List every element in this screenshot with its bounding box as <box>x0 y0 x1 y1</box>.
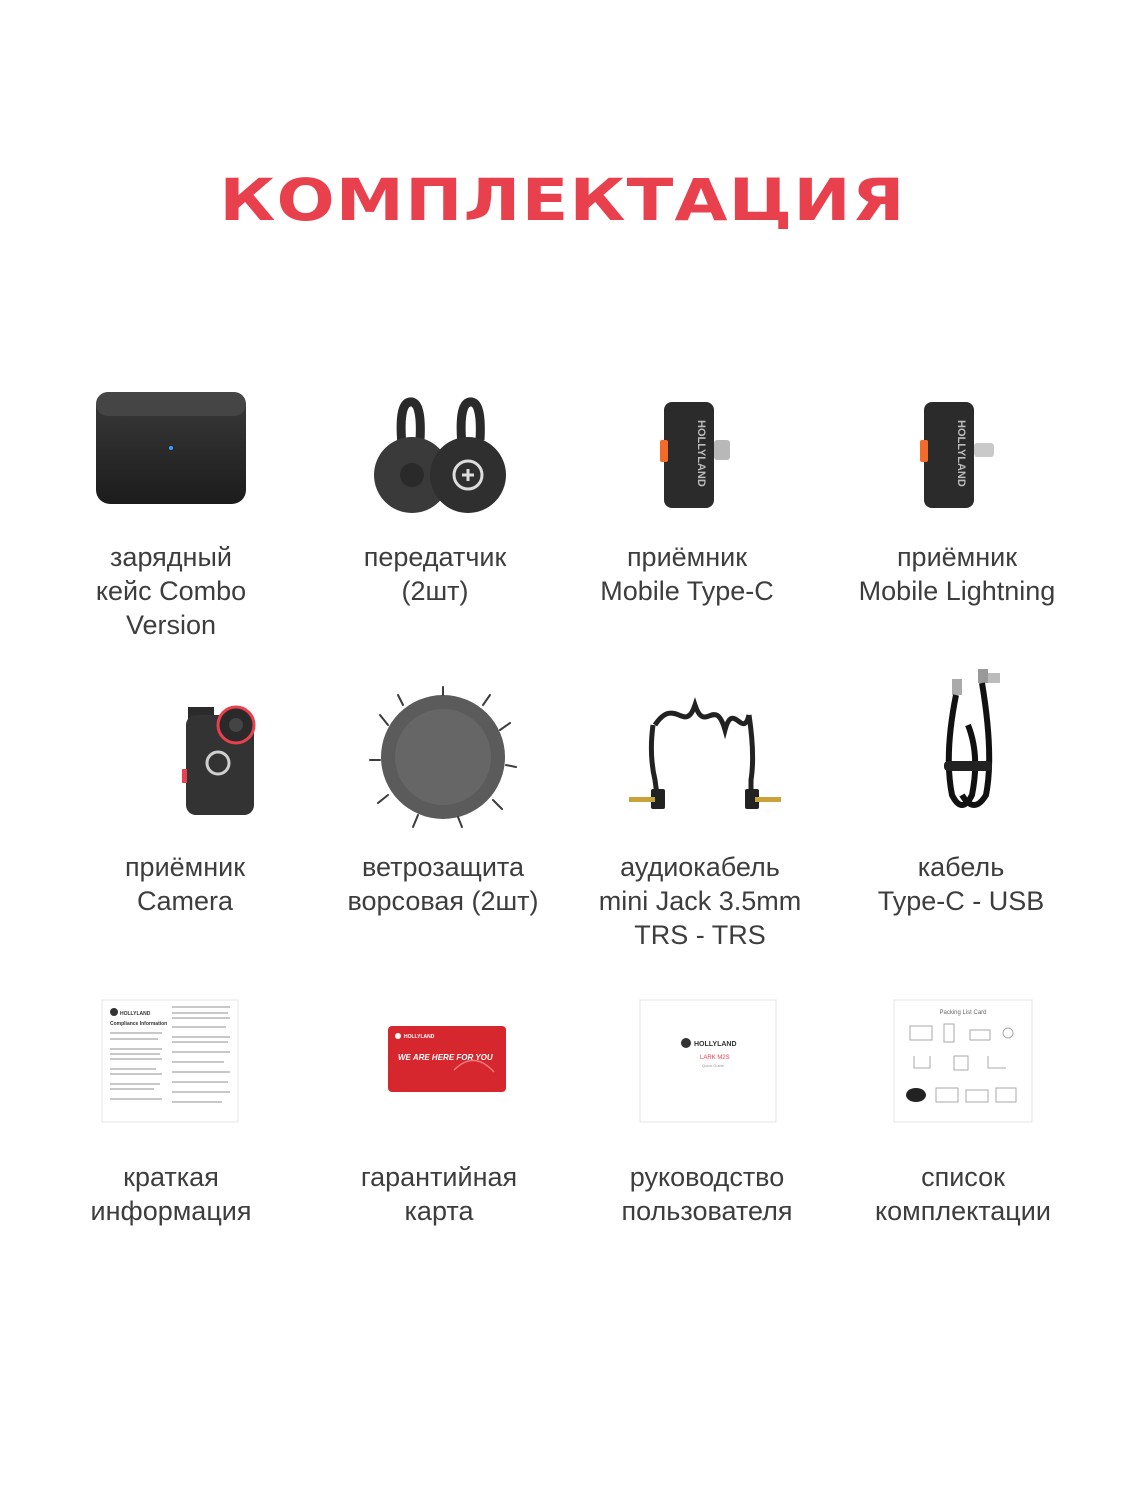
item-label: передатчик (2шт) <box>363 542 507 606</box>
warranty-card-icon <box>304 990 574 1160</box>
item-label: аудиокабель mini Jack 3.5mm TRS - TRS <box>598 852 802 950</box>
item-label: список комплектации <box>875 1162 1051 1226</box>
item-label: кабель Type-C - USB <box>877 852 1045 916</box>
item-label: гарантийная карта <box>360 1162 518 1226</box>
page-title: КОМПЛЕКТАЦИЯ <box>219 166 906 234</box>
svg-text:Compliance Information: Compliance Information <box>110 1021 168 1027</box>
audio-cable-icon <box>565 685 835 855</box>
svg-text:HOLLYLAND: HOLLYLAND <box>120 1011 151 1017</box>
user-guide-icon <box>572 990 842 1160</box>
svg-text:HOLLYLAND: HOLLYLAND <box>955 420 967 487</box>
item-label: краткая информация <box>90 1162 252 1226</box>
item-label: руководство пользователя <box>621 1162 793 1226</box>
svg-text:HOLLYLAND: HOLLYLAND <box>695 420 707 487</box>
svg-text:Packing List Card: Packing List Card <box>939 1010 987 1016</box>
transmitter-icon <box>300 380 570 550</box>
svg-text:HOLLYLAND: HOLLYLAND <box>404 1034 435 1040</box>
charging-case-icon <box>36 380 306 550</box>
svg-text:LARK M2S: LARK M2S <box>700 1055 730 1061</box>
item-label: приёмник Mobile Lightning <box>858 542 1056 606</box>
svg-text:HOLLYLAND: HOLLYLAND <box>694 1041 737 1048</box>
svg-text:WE ARE HERE FOR YOU: WE ARE HERE FOR YOU <box>398 1053 493 1062</box>
item-label: зарядный кейс Combo Version <box>95 542 247 640</box>
svg-text:Quick Guide: Quick Guide <box>702 1063 725 1068</box>
windscreen-icon <box>308 685 578 855</box>
item-label: приёмник Mobile Type-C <box>600 542 774 606</box>
usb-cable-icon <box>826 665 1096 835</box>
item-label: приёмник Camera <box>124 852 246 916</box>
receiver-lightning-icon <box>822 380 1092 550</box>
receiver-type-c-icon <box>552 380 822 550</box>
camera-receiver-icon <box>50 685 320 855</box>
info-sheet-icon <box>36 990 306 1160</box>
item-label: ветрозащита ворсовая (2шт) <box>347 852 539 916</box>
packing-list-icon <box>828 990 1098 1160</box>
